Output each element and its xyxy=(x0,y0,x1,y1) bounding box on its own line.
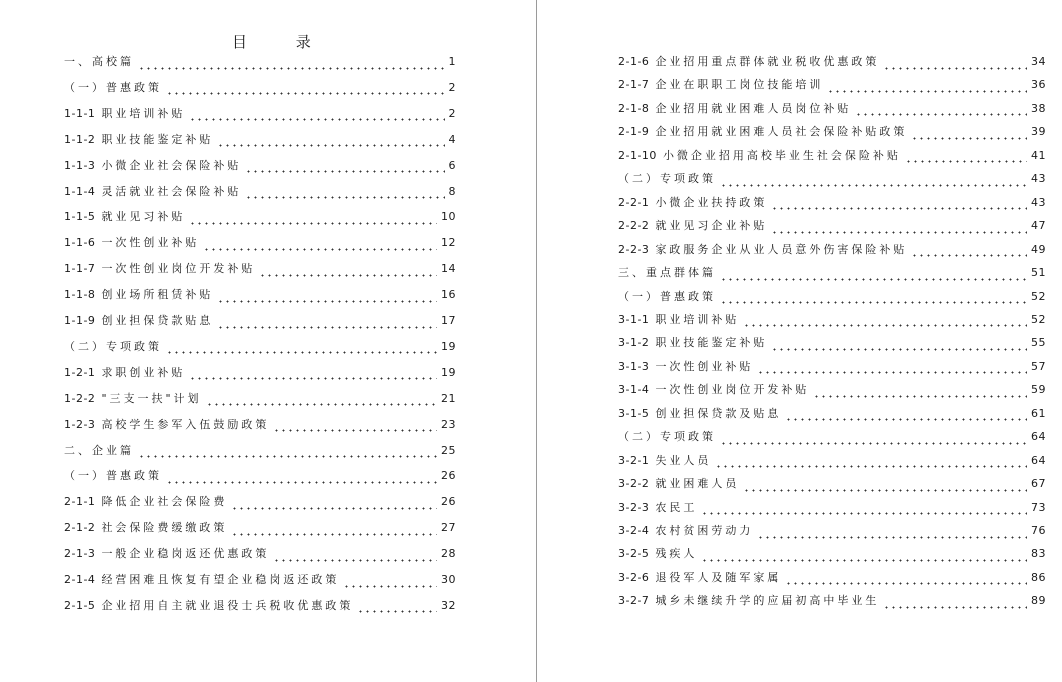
toc-entry-label: （一）普惠政策 xyxy=(618,289,716,303)
toc-entry[interactable] xyxy=(64,467,456,485)
toc-entry-label: 企业招用重点群体就业税收优惠政策 xyxy=(655,55,880,68)
dot-leader xyxy=(203,240,437,251)
dot-leader xyxy=(883,59,1027,70)
toc-entry[interactable] xyxy=(64,131,456,149)
toc-entry-page-number: 2 xyxy=(448,106,456,120)
toc-entry[interactable] xyxy=(618,53,1046,71)
toc-entry-page-number: 6 xyxy=(448,158,456,172)
toc-entry-label: 创业担保贷款贴息 xyxy=(101,314,214,327)
toc-entry-label: 求职创业补贴 xyxy=(101,365,186,379)
toc-entry-label: 经营困难且恢复有望企业稳岗返还政策 xyxy=(101,573,340,586)
toc-entry-number: 2-1-7 xyxy=(618,78,650,92)
dot-leader xyxy=(757,528,1027,539)
toc-entry-page-number: 55 xyxy=(1031,336,1046,350)
toc-entry-page-number: 23 xyxy=(441,417,456,431)
toc-entry-label: 企业招用就业困难人员岗位补贴 xyxy=(655,101,852,115)
toc-entry-number: 3-1-3 xyxy=(618,359,650,373)
dot-leader xyxy=(855,105,1027,116)
toc-entry[interactable] xyxy=(64,338,456,356)
dot-leader xyxy=(245,162,444,173)
dot-leader xyxy=(785,410,1027,421)
dot-leader xyxy=(343,577,437,588)
toc-entry-label: 二、企业篇 xyxy=(64,443,134,457)
toc-entry-label: （二）专项政策 xyxy=(618,430,716,444)
dot-leader xyxy=(720,270,1027,281)
toc-entry-label: "三支一扶"计划 xyxy=(101,391,202,405)
toc-entry-number: 3-2-3 xyxy=(618,500,650,514)
toc-entry-number: 3-1-4 xyxy=(618,383,650,397)
toc-entry[interactable] xyxy=(618,499,1046,517)
toc-entry[interactable] xyxy=(64,286,456,304)
dot-leader xyxy=(905,152,1027,163)
toc-entry-page-number: 64 xyxy=(1031,430,1046,444)
toc-entry[interactable] xyxy=(64,493,456,511)
toc-entry-number: 1-1-5 xyxy=(64,210,96,224)
toc-entry-number: 1-2-2 xyxy=(64,391,96,405)
toc-entry-label: 企业在职职工岗位技能培训 xyxy=(655,78,824,92)
toc-entry-label: 降低企业社会保险费 xyxy=(101,495,228,509)
toc-entry-number: 1-2-1 xyxy=(64,365,96,379)
toc-entry[interactable] xyxy=(64,105,456,123)
toc-entry-page-number: 47 xyxy=(1031,219,1046,233)
toc-entry-page-number: 43 xyxy=(1031,172,1046,186)
toc-entry-label: （二）专项政策 xyxy=(64,339,162,353)
toc-entry-label: 创业场所租赁补贴 xyxy=(101,288,214,302)
dot-leader xyxy=(166,473,437,484)
toc-entry-page-number: 61 xyxy=(1031,406,1046,420)
toc-entry-page-number: 12 xyxy=(441,236,456,250)
toc-entry-number: 3-1-1 xyxy=(618,312,650,326)
dot-leader xyxy=(785,574,1027,585)
toc-entry-number: 3-1-5 xyxy=(618,406,650,420)
toc-entry[interactable] xyxy=(618,76,1046,94)
toc-entry-label: 企业招用自主就业退役士兵税收优惠政策 xyxy=(101,598,354,612)
toc-entry-number: 1-1-6 xyxy=(64,236,96,250)
toc-entry-number: 1-1-7 xyxy=(64,262,96,276)
dot-leader xyxy=(757,363,1027,374)
toc-entry[interactable] xyxy=(64,53,456,71)
toc-entry-label: 小微企业招用高校毕业生社会保险补贴 xyxy=(662,148,901,162)
dot-leader xyxy=(743,316,1027,327)
toc-entry-number: 3-2-1 xyxy=(618,453,650,467)
toc-entry[interactable] xyxy=(64,183,456,201)
toc-entry[interactable] xyxy=(618,334,1046,352)
toc-entry-page-number: 4 xyxy=(448,132,456,146)
dot-leader xyxy=(771,340,1027,351)
toc-entry-page-number: 25 xyxy=(441,443,456,457)
dot-leader xyxy=(911,246,1027,257)
toc-entry-page-number: 38 xyxy=(1031,101,1046,115)
dot-leader xyxy=(245,188,444,199)
toc-entry[interactable] xyxy=(64,442,456,460)
dot-leader xyxy=(217,318,437,329)
toc-entry-page-number: 73 xyxy=(1031,500,1046,514)
toc-entry[interactable] xyxy=(64,571,456,589)
toc-entry[interactable] xyxy=(618,569,1046,587)
toc-entry-page-number: 14 xyxy=(441,262,456,276)
page-title: 目 录 xyxy=(232,33,333,51)
toc-entry-label: 职业技能鉴定补贴 xyxy=(101,132,214,146)
dot-leader xyxy=(720,293,1027,304)
toc-entry[interactable] xyxy=(64,416,456,434)
toc-entry-label: 一次性创业岗位开发补贴 xyxy=(101,262,256,276)
toc-entry[interactable] xyxy=(64,234,456,252)
toc-entry-label: （二）专项政策 xyxy=(618,172,716,186)
toc-entry-page-number: 27 xyxy=(441,521,456,535)
toc-entry-number: 2-2-2 xyxy=(618,219,650,233)
toc-entry[interactable] xyxy=(64,260,456,278)
toc-entry[interactable] xyxy=(618,194,1046,212)
dot-leader xyxy=(273,421,437,432)
toc-entry-number: 1-1-4 xyxy=(64,184,96,198)
toc-entry-label: 一次性创业岗位开发补贴 xyxy=(655,383,810,397)
toc-entry[interactable] xyxy=(618,405,1046,423)
toc-entry[interactable] xyxy=(618,452,1046,470)
toc-entry-page-number: 49 xyxy=(1031,242,1046,256)
dot-leader xyxy=(273,551,437,562)
toc-entry-label: 一次性创业补贴 xyxy=(101,236,200,250)
toc-entry-page-number: 10 xyxy=(441,210,456,224)
toc-entry-label: 就业见习补贴 xyxy=(101,210,186,224)
toc-entry-label: （一）普惠政策 xyxy=(64,469,162,483)
dot-leader xyxy=(138,447,437,458)
dot-leader xyxy=(259,266,437,277)
toc-entry-page-number: 8 xyxy=(448,184,456,198)
toc-entry[interactable] xyxy=(64,597,456,615)
toc-entry-label: 就业见习企业补贴 xyxy=(655,219,768,233)
toc-entry[interactable] xyxy=(618,100,1046,118)
toc-entry-label: 职业培训补贴 xyxy=(101,106,186,120)
toc-entry-number: 2-1-8 xyxy=(618,101,650,115)
toc-entry-number: 1-1-1 xyxy=(64,106,96,120)
toc-entry-page-number: 19 xyxy=(441,339,456,353)
toc-entry-number: 3-2-7 xyxy=(618,594,650,608)
dot-leader xyxy=(138,59,445,70)
toc-entry[interactable] xyxy=(64,208,456,226)
toc-entry[interactable] xyxy=(618,428,1046,446)
toc-entry-label: 灵活就业社会保险补贴 xyxy=(101,184,242,198)
toc-entry-page-number: 67 xyxy=(1031,477,1046,491)
dot-leader xyxy=(189,110,444,121)
toc-entry[interactable] xyxy=(64,79,456,97)
toc-entry[interactable] xyxy=(618,475,1046,493)
toc-entry-number: 1-1-2 xyxy=(64,132,96,146)
toc-page-right xyxy=(537,0,1062,682)
toc-entry[interactable] xyxy=(64,519,456,537)
dot-leader xyxy=(166,343,437,354)
toc-entry-number: 2-1-1 xyxy=(64,495,96,509)
toc-entry-label: 企业招用就业困难人员社会保险补贴政策 xyxy=(655,125,908,139)
toc-entry-label: 退役军人及随军家属 xyxy=(655,570,782,584)
toc-entry[interactable] xyxy=(618,147,1046,165)
toc-entry-page-number: 41 xyxy=(1031,148,1046,162)
toc-entry-label: 残疾人 xyxy=(655,547,698,561)
dot-leader xyxy=(813,387,1027,398)
toc-entry-label: 就业困难人员 xyxy=(655,477,740,491)
toc-entry[interactable] xyxy=(618,381,1046,399)
toc-entry-number: 2-1-5 xyxy=(64,598,96,612)
dot-leader xyxy=(911,129,1027,140)
toc-entry-number: 2-2-1 xyxy=(618,195,650,209)
toc-entry-number: 2-1-10 xyxy=(618,148,657,162)
dot-leader xyxy=(715,457,1027,468)
toc-entry-page-number: 59 xyxy=(1031,383,1046,397)
toc-entry-page-number: 52 xyxy=(1031,312,1046,326)
toc-entry[interactable] xyxy=(618,241,1046,259)
dot-leader xyxy=(231,499,437,510)
dot-leader xyxy=(357,602,437,613)
toc-entry-number: 2-1-9 xyxy=(618,125,650,139)
toc-entry[interactable] xyxy=(64,364,456,382)
dot-leader xyxy=(827,82,1027,93)
toc-entry-page-number: 57 xyxy=(1031,359,1046,373)
toc-entry-page-number: 30 xyxy=(441,573,456,586)
toc-entry-page-number: 16 xyxy=(441,288,456,302)
toc-entry-number: 3-1-2 xyxy=(618,336,650,350)
toc-entry-label: 高校学生参军入伍鼓励政策 xyxy=(101,417,270,431)
toc-entry-label: 一般企业稳岗返还优惠政策 xyxy=(101,547,270,561)
toc-entry-page-number: 19 xyxy=(441,365,456,379)
toc-entry-label: 小微企业扶持政策 xyxy=(655,195,768,209)
toc-entry-page-number: 2 xyxy=(448,80,456,94)
toc-entry-number: 1-1-9 xyxy=(64,314,96,327)
toc-entry[interactable] xyxy=(618,288,1046,306)
toc-entry-page-number: 39 xyxy=(1031,125,1046,139)
toc-entry-page-number: 1 xyxy=(448,55,456,68)
toc-entry-number: 1-1-3 xyxy=(64,158,96,172)
toc-entry-number: 3-2-5 xyxy=(618,547,650,561)
toc-entry-page-number: 89 xyxy=(1031,594,1046,608)
toc-entry-label: 家政服务企业从业人员意外伤害保险补贴 xyxy=(655,242,908,256)
toc-entry-label: 创业担保贷款及贴息 xyxy=(655,406,782,420)
toc-entry[interactable] xyxy=(618,545,1046,563)
toc-entry-page-number: 83 xyxy=(1031,547,1046,561)
toc-entry-label: 一次性创业补贴 xyxy=(655,359,754,373)
toc-entry-page-number: 32 xyxy=(441,598,456,612)
toc-entry-number: 3-2-4 xyxy=(618,524,650,537)
toc-entry-page-number: 21 xyxy=(441,391,456,405)
toc-entry-label: 失业人员 xyxy=(655,453,712,467)
dot-leader xyxy=(771,223,1027,234)
toc-entry-label: 三、重点群体篇 xyxy=(618,266,716,280)
toc-entry[interactable] xyxy=(64,545,456,563)
toc-entry-page-number: 17 xyxy=(441,314,456,327)
toc-entry-page-number: 76 xyxy=(1031,524,1046,537)
toc-entry-label: 社会保险费缓缴政策 xyxy=(101,521,228,535)
toc-entry-label: （一）普惠政策 xyxy=(64,80,162,94)
toc-entry-page-number: 34 xyxy=(1031,55,1046,68)
toc-entry-label: 农村贫困劳动力 xyxy=(655,524,754,537)
dot-leader xyxy=(189,214,437,225)
toc-entry[interactable] xyxy=(618,123,1046,141)
dot-leader xyxy=(720,176,1027,187)
toc-entry-label: 职业技能鉴定补贴 xyxy=(655,336,768,350)
toc-entry-number: 2-1-4 xyxy=(64,573,96,586)
dot-leader xyxy=(701,551,1027,562)
toc-entry-page-number: 52 xyxy=(1031,289,1046,303)
toc-entry-page-number: 86 xyxy=(1031,570,1046,584)
toc-entry-number: 1-2-3 xyxy=(64,417,96,431)
toc-entry-number: 2-2-3 xyxy=(618,242,650,256)
dot-leader xyxy=(231,525,437,536)
toc-entry-page-number: 64 xyxy=(1031,453,1046,467)
toc-entry[interactable] xyxy=(618,311,1046,329)
dot-leader xyxy=(883,598,1027,609)
dot-leader xyxy=(701,504,1027,515)
toc-entry-number: 1-1-8 xyxy=(64,288,96,302)
toc-entry-page-number: 51 xyxy=(1031,266,1046,280)
toc-entry-page-number: 28 xyxy=(441,547,456,561)
dot-leader xyxy=(720,434,1027,445)
toc-entry[interactable] xyxy=(618,170,1046,188)
toc-entry-label: 农民工 xyxy=(655,500,698,514)
toc-entry[interactable] xyxy=(618,358,1046,376)
dot-leader xyxy=(217,292,437,303)
toc-entry-number: 3-2-6 xyxy=(618,570,650,584)
toc-entry[interactable] xyxy=(618,592,1046,610)
toc-entry[interactable] xyxy=(64,157,456,175)
toc-entry[interactable] xyxy=(618,264,1046,282)
toc-entry-page-number: 26 xyxy=(441,495,456,509)
dot-leader xyxy=(206,395,437,406)
toc-entry-page-number: 43 xyxy=(1031,195,1046,209)
toc-entry[interactable] xyxy=(618,217,1046,235)
dot-leader xyxy=(217,136,444,147)
toc-entry-number: 3-2-2 xyxy=(618,477,650,491)
dot-leader xyxy=(743,481,1027,492)
toc-entry[interactable] xyxy=(618,522,1046,540)
toc-entry-label: 一、高校篇 xyxy=(64,55,134,68)
dot-leader xyxy=(771,199,1027,210)
toc-entry-label: 小微企业社会保险补贴 xyxy=(101,158,242,172)
toc-entry-label: 城乡未继续升学的应届初高中毕业生 xyxy=(655,594,880,608)
toc-entry[interactable] xyxy=(64,390,456,408)
toc-entry-number: 2-1-2 xyxy=(64,521,96,535)
toc-entry-number: 2-1-6 xyxy=(618,55,650,68)
toc-entry[interactable] xyxy=(64,312,456,330)
dot-leader xyxy=(166,84,445,95)
dot-leader xyxy=(189,369,437,380)
toc-entry-label: 职业培训补贴 xyxy=(655,312,740,326)
toc-entry-number: 2-1-3 xyxy=(64,547,96,561)
toc-entry-page-number: 26 xyxy=(441,469,456,483)
toc-entry-page-number: 36 xyxy=(1031,78,1046,92)
